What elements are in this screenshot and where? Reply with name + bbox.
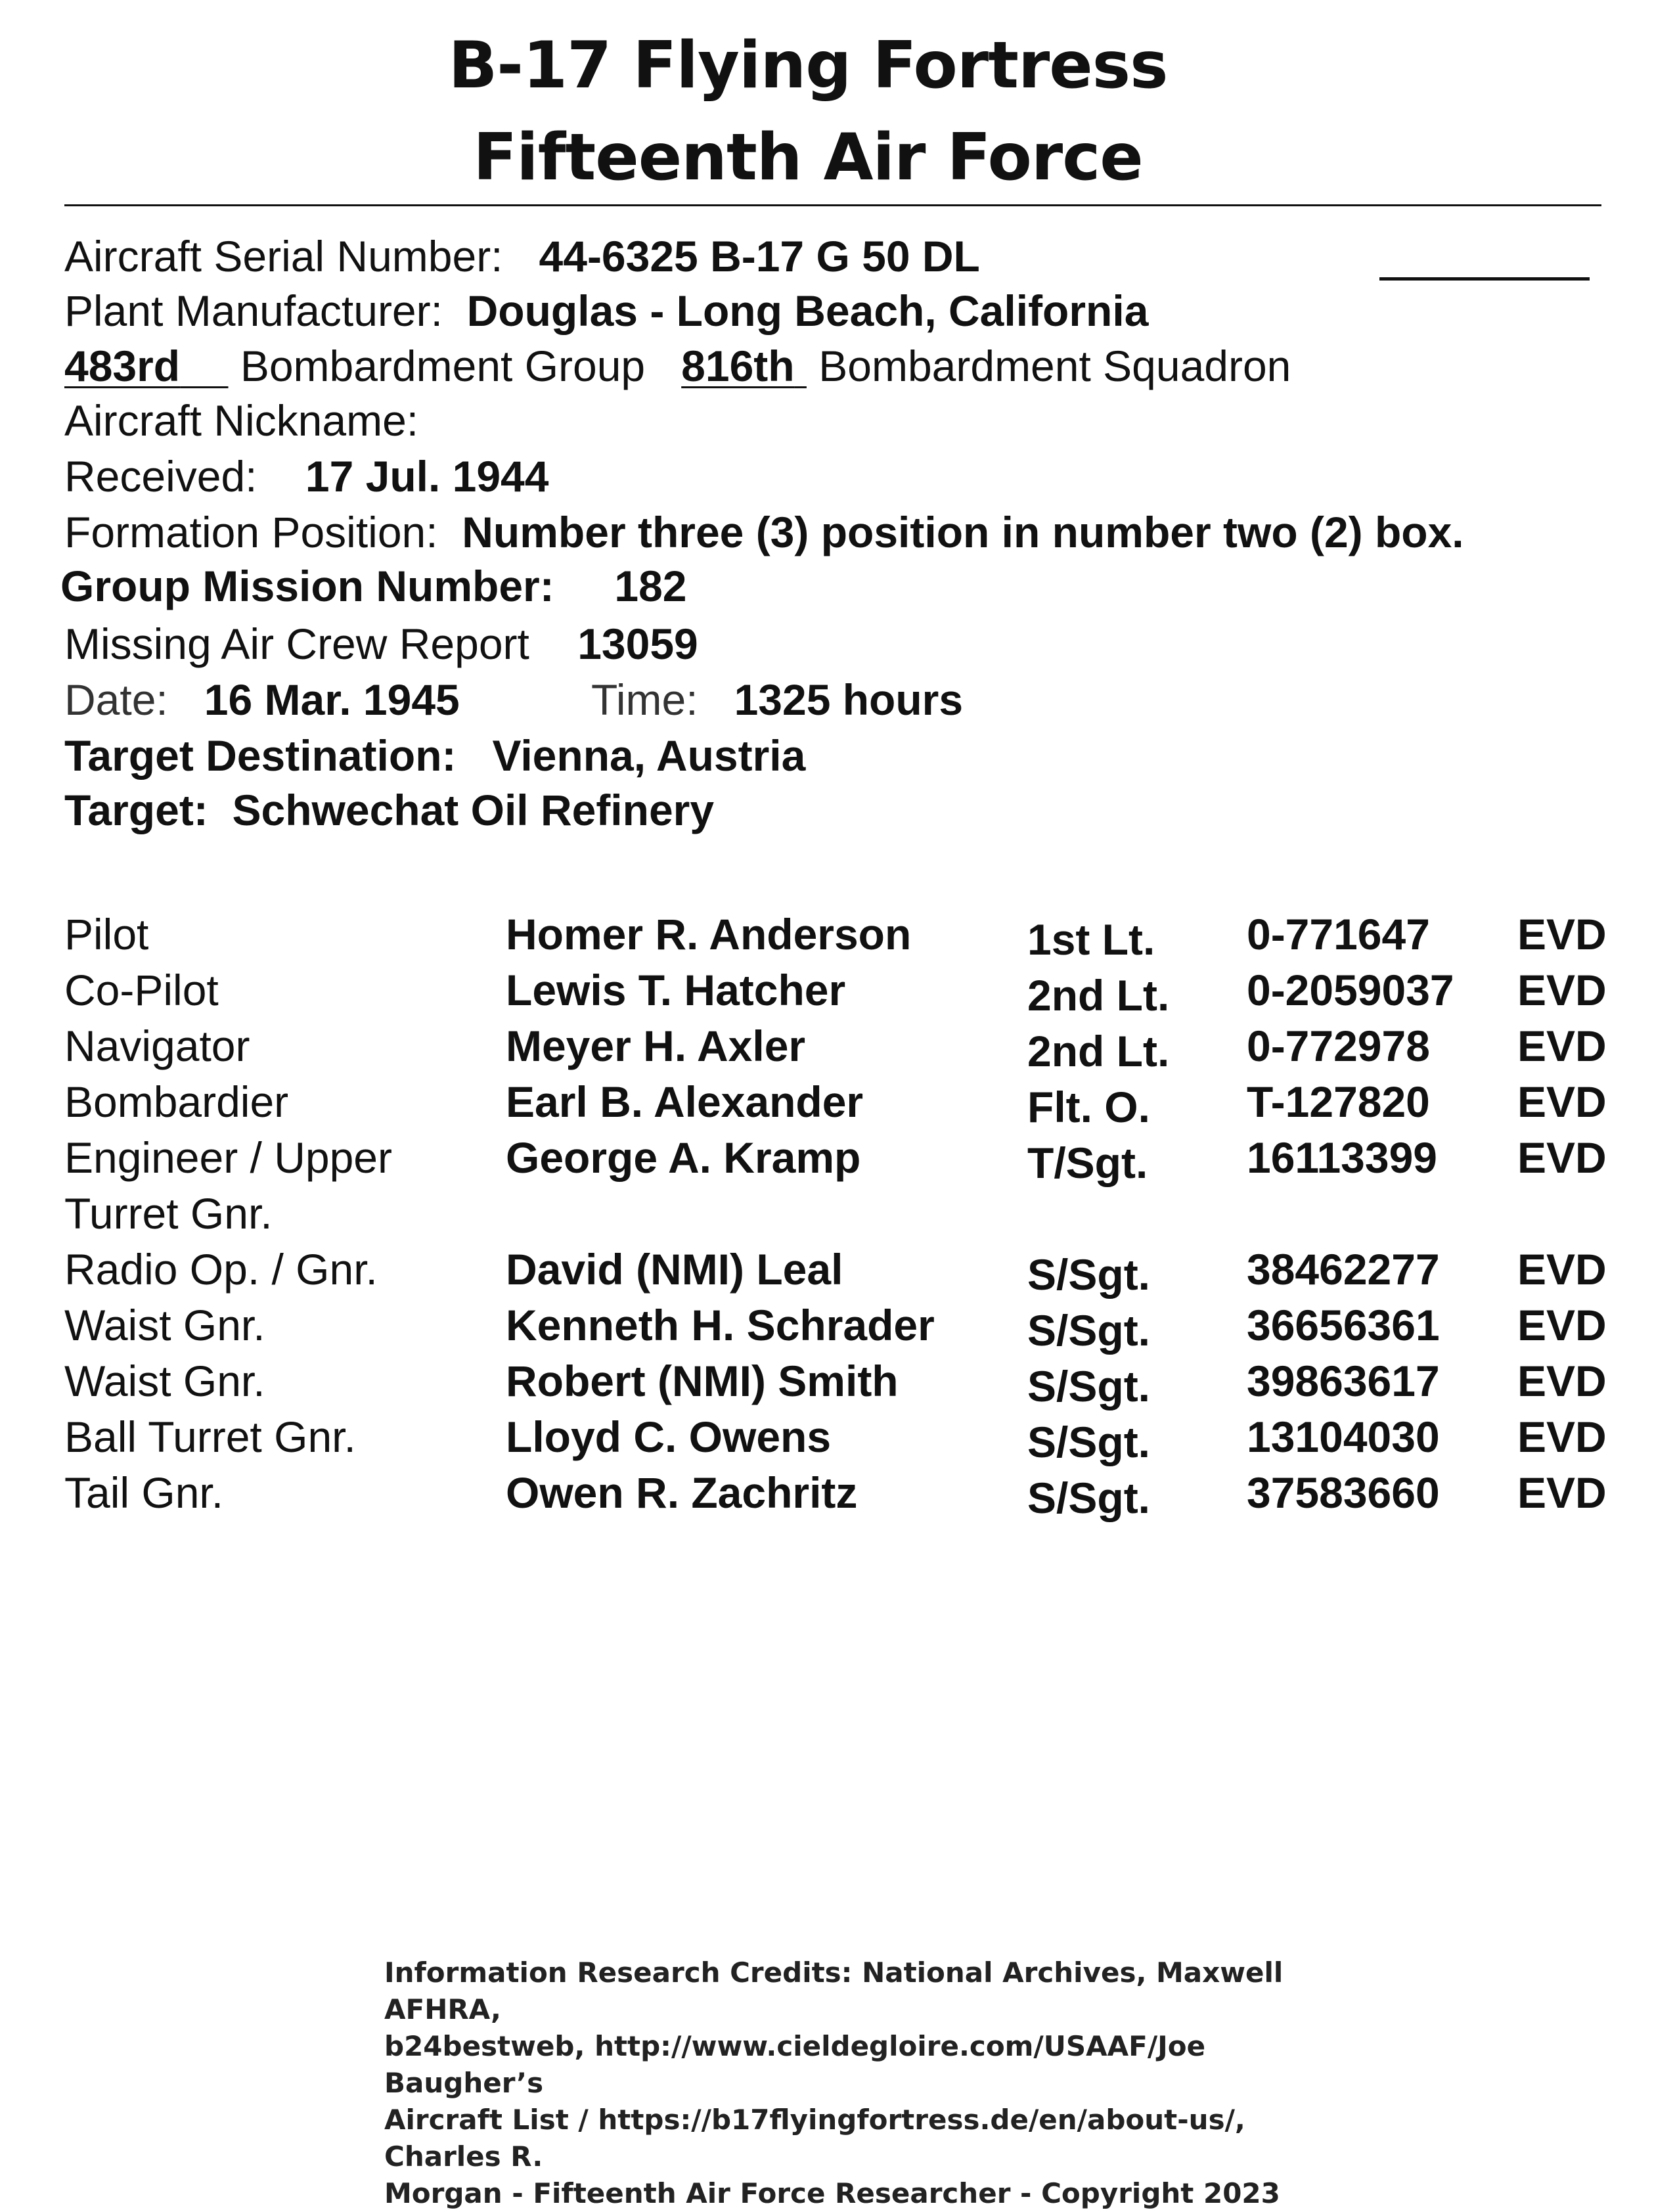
macr-label: Missing Air Crew Report	[64, 620, 529, 668]
crew-rank: S/Sgt.	[1027, 1250, 1151, 1299]
date-time-field	[64, 673, 460, 726]
title-line-2: Fifteenth Air Force	[473, 120, 1143, 195]
title-line-1: B-17 Flying Fortress	[448, 28, 1168, 103]
received-field	[64, 450, 548, 503]
received-label: Received:	[64, 452, 257, 501]
crew-serial: 16113399	[1247, 1133, 1438, 1182]
destination-field	[64, 729, 805, 782]
crew-serial: 39863617	[1247, 1357, 1440, 1405]
crew-rank: T/Sgt.	[1027, 1139, 1148, 1187]
crew-status: EVD	[1517, 966, 1607, 1014]
formation-field	[64, 506, 1464, 558]
crew-status: EVD	[1517, 1468, 1607, 1517]
crew-name: Kenneth H. Schrader	[506, 1301, 935, 1349]
crew-serial: 0-771647	[1247, 910, 1430, 959]
crew-name: Owen R. Zachritz	[506, 1468, 858, 1517]
header-divider	[64, 204, 1601, 206]
formation-value: Number three (3) position in number two (2) box.	[462, 508, 1464, 556]
crew-position: Pilot	[64, 910, 149, 959]
credits-line-4: Morgan - Fifteenth Air Force Researcher - Copyright 2023	[384, 2177, 1280, 2209]
crew-rank: 1st Lt.	[1027, 915, 1155, 964]
crew-position: Waist Gnr.	[64, 1301, 265, 1349]
date-value: 16 Mar. 1945	[204, 675, 460, 724]
serial-blank-line	[1379, 244, 1590, 281]
crew-rank: 2nd Lt.	[1027, 1027, 1170, 1075]
serial-number-value: 44-6325 B-17 G 50 DL	[539, 232, 980, 281]
crew-position: Engineer / Upper Turret Gnr.	[64, 1133, 392, 1238]
crew-name: George A. Kramp	[506, 1133, 861, 1182]
mission-number-label: Group Mission Number:	[60, 562, 554, 610]
target-value: Schwechat Oil Refinery	[232, 786, 715, 834]
crew-serial: 36656361	[1247, 1301, 1440, 1349]
crew-rank: S/Sgt.	[1027, 1474, 1151, 1522]
crew-status: EVD	[1517, 1357, 1607, 1405]
mission-number-value: 182	[614, 562, 687, 610]
crew-position: Radio Op. / Gnr.	[64, 1245, 378, 1294]
crew-status: EVD	[1517, 1412, 1607, 1461]
serial-number-field	[64, 230, 980, 282]
crew-status: EVD	[1517, 1133, 1607, 1182]
crew-status: EVD	[1517, 1245, 1607, 1294]
mission-number-field	[60, 560, 687, 612]
squadron-label: Bombardment Squadron	[818, 342, 1291, 390]
serial-number-label: Aircraft Serial Number:	[64, 232, 503, 281]
crew-name: Homer R. Anderson	[506, 910, 912, 959]
crew-serial: 13104030	[1247, 1412, 1440, 1461]
destination-label: Target Destination:	[64, 731, 457, 780]
manufacturer-label: Plant Manufacturer:	[64, 286, 443, 335]
group-value: 483rd	[64, 342, 181, 390]
crew-name: Lewis T. Hatcher	[506, 966, 846, 1014]
crew-status: EVD	[1517, 910, 1607, 959]
crew-status: EVD	[1517, 1077, 1607, 1126]
crew-position: Bombardier	[64, 1077, 289, 1126]
macr-field	[64, 618, 698, 670]
target-label: Target:	[64, 786, 208, 834]
crew-serial: 0-2059037	[1247, 966, 1454, 1014]
crew-status: EVD	[1517, 1022, 1607, 1070]
crew-serial: 37583660	[1247, 1468, 1440, 1517]
crew-name: Robert (NMI) Smith	[506, 1357, 899, 1405]
macr-value: 13059	[577, 620, 698, 668]
crew-rank: S/Sgt.	[1027, 1418, 1151, 1466]
manufacturer-field	[64, 284, 1148, 337]
group-label: Bombardment Group	[240, 342, 646, 390]
crew-serial: 0-772978	[1247, 1022, 1430, 1070]
crew-name: David (NMI) Leal	[506, 1245, 843, 1294]
received-value: 17 Jul. 1944	[305, 452, 549, 501]
crew-position: Tail Gnr.	[64, 1468, 224, 1517]
target-field	[64, 784, 714, 836]
crew-name: Earl B. Alexander	[506, 1077, 864, 1126]
date-label: Date:	[64, 675, 168, 724]
research-credits	[384, 1954, 1370, 2212]
crew-rank: Flt. O.	[1027, 1083, 1150, 1131]
crew-position: Co-Pilot	[64, 966, 219, 1014]
time-field	[591, 673, 963, 726]
crew-name: Lloyd C. Owens	[506, 1412, 832, 1461]
nickname-field	[64, 394, 418, 447]
crew-rank: S/Sgt.	[1027, 1306, 1151, 1355]
crew-position: Waist Gnr.	[64, 1357, 265, 1405]
crew-position: Navigator	[64, 1022, 250, 1070]
crew-rank: S/Sgt.	[1027, 1362, 1151, 1411]
credits-line-2: b24bestweb, http://www.cieldegloire.com/USAAF/Joe Baugher’s	[384, 2030, 1206, 2099]
manufacturer-value: Douglas - Long Beach, California	[466, 286, 1149, 335]
time-label: Time:	[591, 675, 698, 724]
credits-line-1: Information Research Credits: National Archives, Maxwell AFHRA,	[384, 1956, 1284, 2025]
crew-position: Ball Turret Gnr.	[64, 1412, 356, 1461]
nickname-label: Aircraft Nickname:	[64, 396, 419, 445]
group-squadron-field	[64, 340, 1291, 392]
crew-status: EVD	[1517, 1301, 1607, 1349]
crew-name: Meyer H. Axler	[506, 1022, 806, 1070]
credits-line-3: Aircraft List / https://b17flyingfortress.de/en/about-us/, Charles R.	[384, 2104, 1245, 2173]
destination-value: Vienna, Austria	[492, 731, 806, 780]
crew-rank: 2nd Lt.	[1027, 971, 1170, 1020]
crew-serial: T-127820	[1247, 1077, 1430, 1126]
formation-label: Formation Position:	[64, 508, 438, 556]
time-value: 1325 hours	[734, 675, 964, 724]
squadron-value: 816th	[681, 342, 795, 390]
crew-serial: 38462277	[1247, 1245, 1440, 1294]
document-header	[0, 20, 1616, 204]
